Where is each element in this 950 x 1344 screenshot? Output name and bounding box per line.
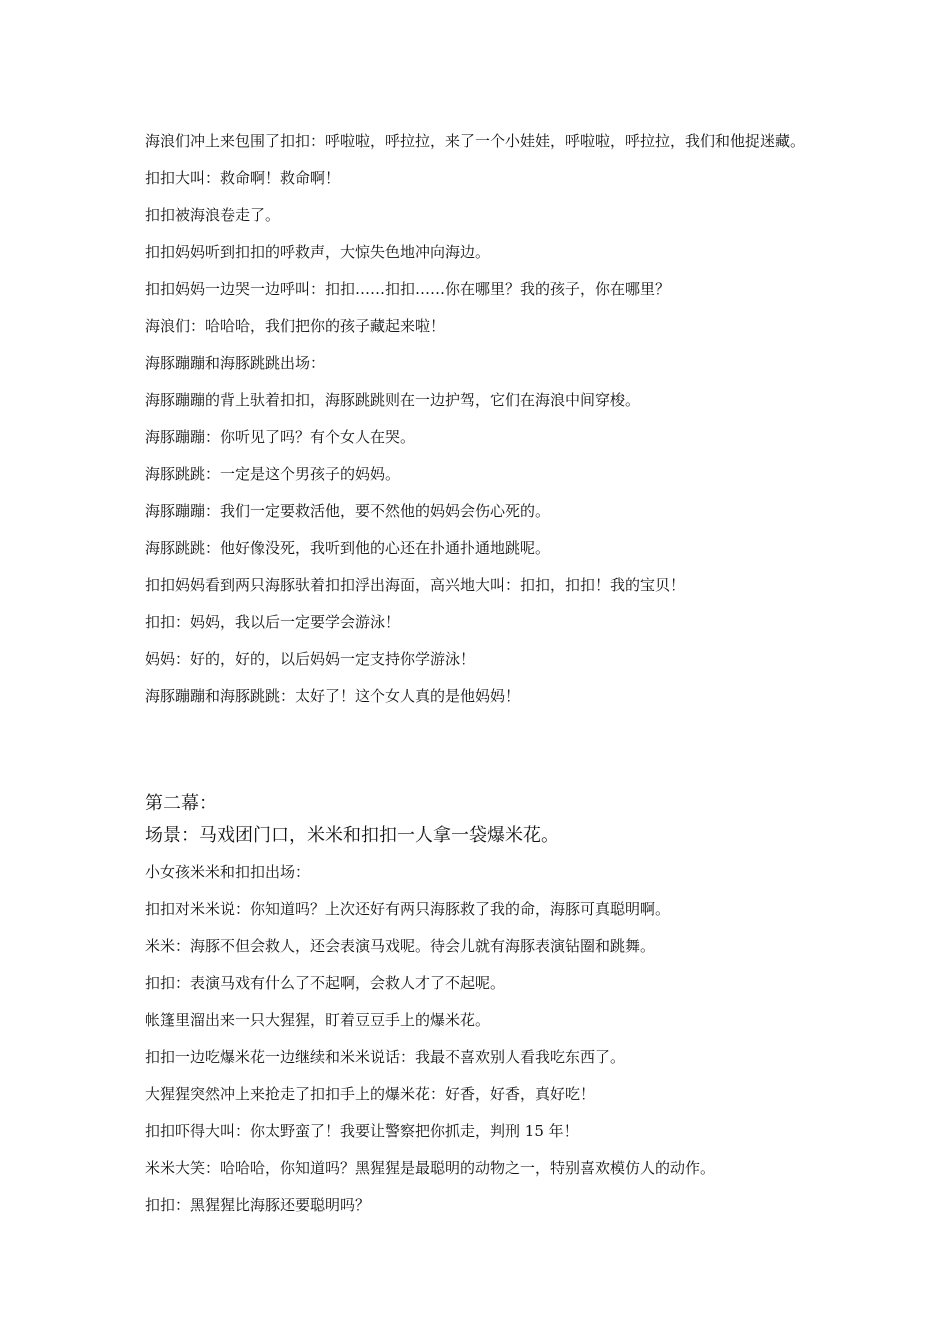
- dialogue-line: 扣扣妈妈听到扣扣的呼救声，大惊失色地冲向海边。: [145, 243, 491, 261]
- act-two-section: [145, 792, 815, 1224]
- dialogue-line: 米米大笑：哈哈哈，你知道吗？黑猩猩是最聪明的动物之一，特别喜欢模仿人的动作。: [145, 1159, 716, 1177]
- scene-description: 场景：马戏团门口，米米和扣扣一人拿一袋爆米花。: [145, 825, 559, 846]
- dialogue-line: 扣扣妈妈看到两只海豚驮着扣扣浮出海面，高兴地大叫：扣扣，扣扣！我的宝贝！: [145, 576, 686, 594]
- dialogue-line: 海豚跳跳：一定是这个男孩子的妈妈。: [145, 465, 401, 483]
- dialogue-line: 扣扣：黑猩猩比海豚还要聪明吗？: [145, 1196, 371, 1214]
- dialogue-line: 海豚蹦蹦和海豚跳跳：太好了！这个女人真的是他妈妈！: [145, 687, 521, 705]
- dialogue-line: 大猩猩突然冲上来抢走了扣扣手上的爆米花：好香，好香，真好吃！: [145, 1085, 596, 1103]
- dialogue-line: 海豚蹦蹦和海豚跳跳出场：: [145, 354, 326, 372]
- dialogue-line: 扣扣一边吃爆米花一边继续和米米说话：我最不喜欢别人看我吃东西了。: [145, 1048, 626, 1066]
- dialogue-line: 海浪们冲上来包围了扣扣：呼啦啦，呼拉拉，来了一个小娃娃，呼啦啦，呼拉拉，我们和他捉迷藏。: [145, 132, 806, 150]
- dialogue-line: 帐篷里溜出来一只大猩猩，盯着豆豆手上的爆米花。: [145, 1011, 491, 1029]
- dialogue-line: 海豚蹦蹦：你听见了吗？有个女人在哭。: [145, 428, 416, 446]
- dialogue-line: 扣扣被海浪卷走了。: [145, 206, 281, 224]
- dialogue-line: 米米：海豚不但会救人，还会表演马戏呢。待会儿就有海豚表演钻圈和跳舞。: [145, 937, 656, 955]
- dialogue-line: 扣扣大叫：救命啊！救命啊！: [145, 169, 341, 187]
- dialogue-line: 扣扣妈妈一边哭一边呼叫：扣扣……扣扣……你在哪里？我的孩子，你在哪里？: [145, 280, 671, 298]
- dialogue-line: 扣扣：表演马戏有什么了不起啊，会救人才了不起呢。: [145, 974, 506, 992]
- dialogue-line: 扣扣：妈妈，我以后一定要学会游泳！: [145, 613, 401, 631]
- dialogue-line: 小女孩米米和扣扣出场：: [145, 863, 311, 881]
- dialogue-line: 扣扣对米米说：你知道吗？上次还好有两只海豚救了我的命，海豚可真聪明啊。: [145, 900, 671, 918]
- dialogue-line: 海浪们：哈哈哈，我们把你的孩子藏起来啦！: [145, 317, 446, 335]
- dialogue-line: 扣扣吓得大叫：你太野蛮了！我要让警察把你抓走，判刑 15 年！: [145, 1122, 579, 1140]
- dialogue-line: 妈妈：好的，好的，以后妈妈一定支持你学游泳！: [145, 650, 476, 668]
- dialogue-line: 海豚蹦蹦的背上驮着扣扣，海豚跳跳则在一边护驾，它们在海浪中间穿梭。: [145, 391, 641, 409]
- act-title: 第二幕：: [145, 793, 217, 814]
- dialogue-line: 海豚蹦蹦：我们一定要救活他，要不然他的妈妈会伤心死的。: [145, 502, 551, 520]
- dialogue-line: 海豚跳跳：他好像没死，我听到他的心还在扑通扑通地跳呢。: [145, 539, 551, 557]
- act-one-dialogue: [145, 123, 815, 715]
